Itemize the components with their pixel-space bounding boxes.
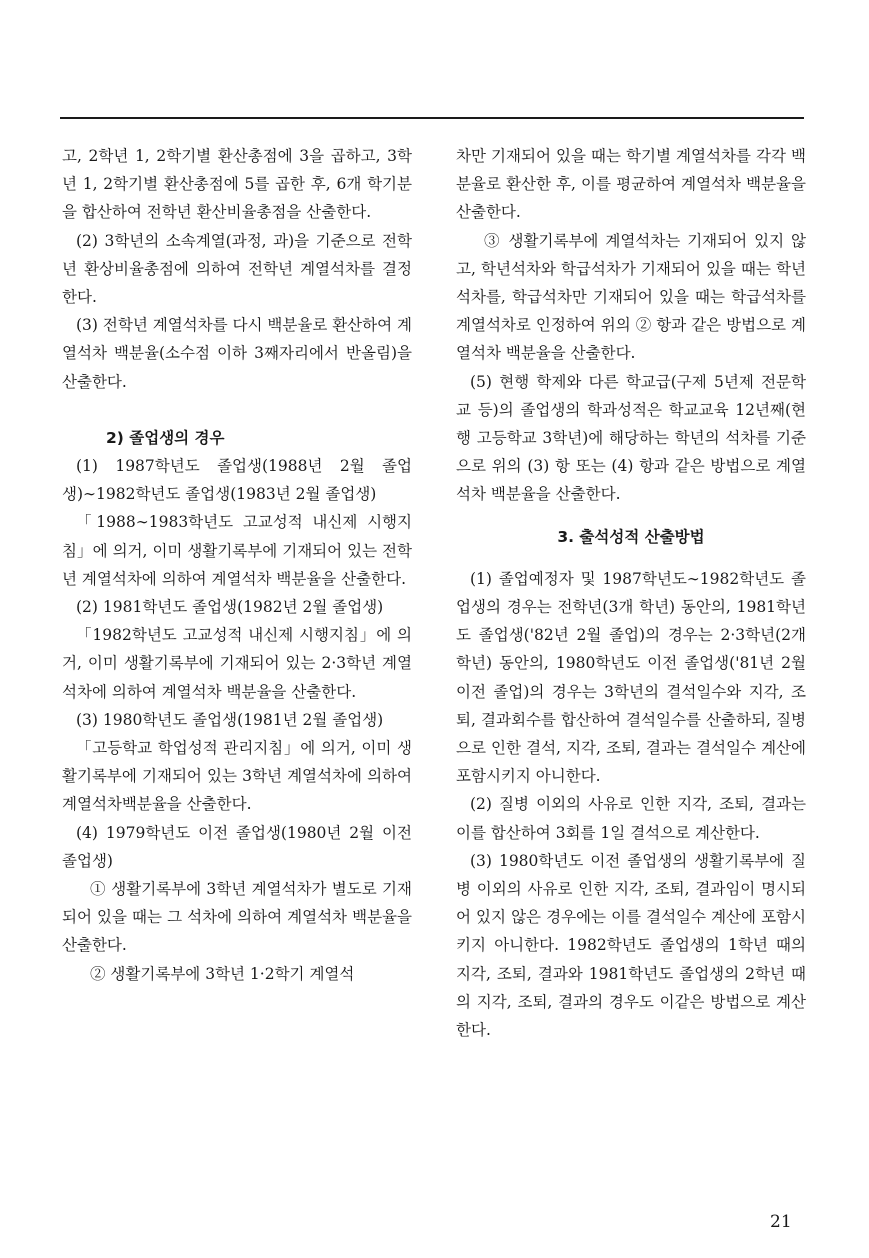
paragraph: (1) 1987학년도 졸업생(1988년 2월 졸업생)∼1982학년도 졸업생(1983년 2월 졸업생): [62, 457, 412, 504]
paragraph: 「1982학년도 고교성적 내신제 시행지침」에 의거, 이미 생활기록부에 기재되어 있는 2·3학년 계열석차에 의하여 계열석차 백분율을 산출한다.: [62, 626, 412, 701]
paragraph: (3) 1980학년도 이전 졸업생의 생활기록부에 질병 이외의 사유로 인한 지각, 조퇴, 결과임이 명시되어 있지 않은 경우에는 이를 결석일수 계산에 포함시키지 아니한다. 1982학년도 졸업생의 1학년 때의 지각, 조퇴, 결과와 1981학년도 졸업생의 2학년 때의 지각, 조퇴, 결과의 경우도 이같은 방법으로 계산한다.: [456, 851, 806, 1040]
section-heading: 2) 졸업생의 경우: [106, 428, 225, 447]
paragraph: (2) 1981학년도 졸업생(1982년 2월 졸업생): [76, 598, 384, 617]
paragraph: (2) 질병 이외의 사유로 인한 지각, 조퇴, 결과는 이를 합산하여 3회를 1일 결석으로 계산한다.: [456, 795, 806, 842]
paragraph: (3) 1980학년도 졸업생(1981년 2월 졸업생): [76, 710, 384, 729]
spacer: [62, 396, 412, 424]
section-heading: 3. 출석성적 산출방법: [557, 527, 705, 546]
header-rule: [60, 117, 804, 119]
paragraph: ① 생활기록부에 3학년 계열석차가 별도로 기재되어 있을 때는 그 석차에 의하여 계열석차 백분율을 산출한다.: [62, 880, 412, 955]
paragraph: (5) 현행 학제와 다른 학교급(구제 5년제 전문학교 등)의 졸업생의 학과성적은 학교교육 12년째(현행 고등학교 3학년)에 해당하는 학년의 석차를 기준으로 위의 (3) 항 또는 (4) 항과 같은 방법으로 계열석차 백분율을 산출한다.: [456, 372, 806, 504]
paragraph: (3) 전학년 계열석차를 다시 백분율로 환산하여 계열석차 백분율(소수점 이하 3째자리에서 반올림)을 산출한다.: [62, 316, 413, 391]
paragraph: 「고등학교 학업성적 관리지침」에 의거, 이미 생활기록부에 기재되어 있는 3학년 계열석차에 의하여 계열석차백분율을 산출한다.: [62, 739, 412, 814]
paragraph: 「1988∼1983학년도 고교성적 내신제 시행지침」에 의거, 이미 생활기록부에 기재되어 있는 전학년 계열석차에 의하여 계열석차 백분율을 산출한다.: [62, 513, 412, 588]
page-number: 21: [770, 1212, 792, 1232]
left-column: [62, 142, 412, 988]
paragraph: (2) 3학년의 소속계열(과정, 과)을 기준으로 전학년 환상비율총점에 의하여 전학년 계열석차를 결정한다.: [62, 231, 412, 307]
spacer: [456, 509, 806, 523]
paragraph: 차만 기재되어 있을 때는 학기별 계열석차를 각각 백분율로 환산한 후, 이를 평균하여 계열석차 백분율을 산출한다.: [456, 147, 806, 222]
right-column: [456, 142, 806, 1044]
paragraph: ② 생활기록부에 3학년 1·2학기 계열석: [90, 964, 355, 983]
paragraph: ③ 생활기록부에 계열석차는 기재되어 있지 않고, 학년석차와 학급석차가 기재되어 있을 때는 학년석차를, 학급석차만 기재되어 있을 때는 학급석차를 계열석차로 인정하여 위의 ② 항과 같은 방법으로 계열석차 백분율을 산출한다.: [456, 231, 806, 363]
paragraph: (4) 1979학년도 이전 졸업생(1980년 2월 이전졸업생): [62, 823, 412, 870]
spacer: [456, 551, 806, 565]
paragraph: 고, 2학년 1, 2학기별 환산총점에 3을 곱하고, 3학년 1, 2학기별 환산총점에 5를 곱한 후, 6개 학기분을 합산하여 전학년 환산비율총점을 산출한다.: [62, 147, 412, 222]
paragraph: (1) 졸업예정자 및 1987학년도∼1982학년도 졸업생의 경우는 전학년(3개 학년) 동안의, 1981학년도 졸업생('82년 2월 졸업)의 경우는 2·3학년(2개 학년) 동안의, 1980학년도 이전 졸업생('81년 2월 이전 졸업)의 경우는 3학년의 결석일수와 지각, 조퇴, 결과회수를 합산하여 결석일수를 산출하되, 질병으로 인한 결석, 지각, 조퇴, 결과는 결석일수 계산에 포함시키지 아니한다.: [456, 569, 806, 786]
